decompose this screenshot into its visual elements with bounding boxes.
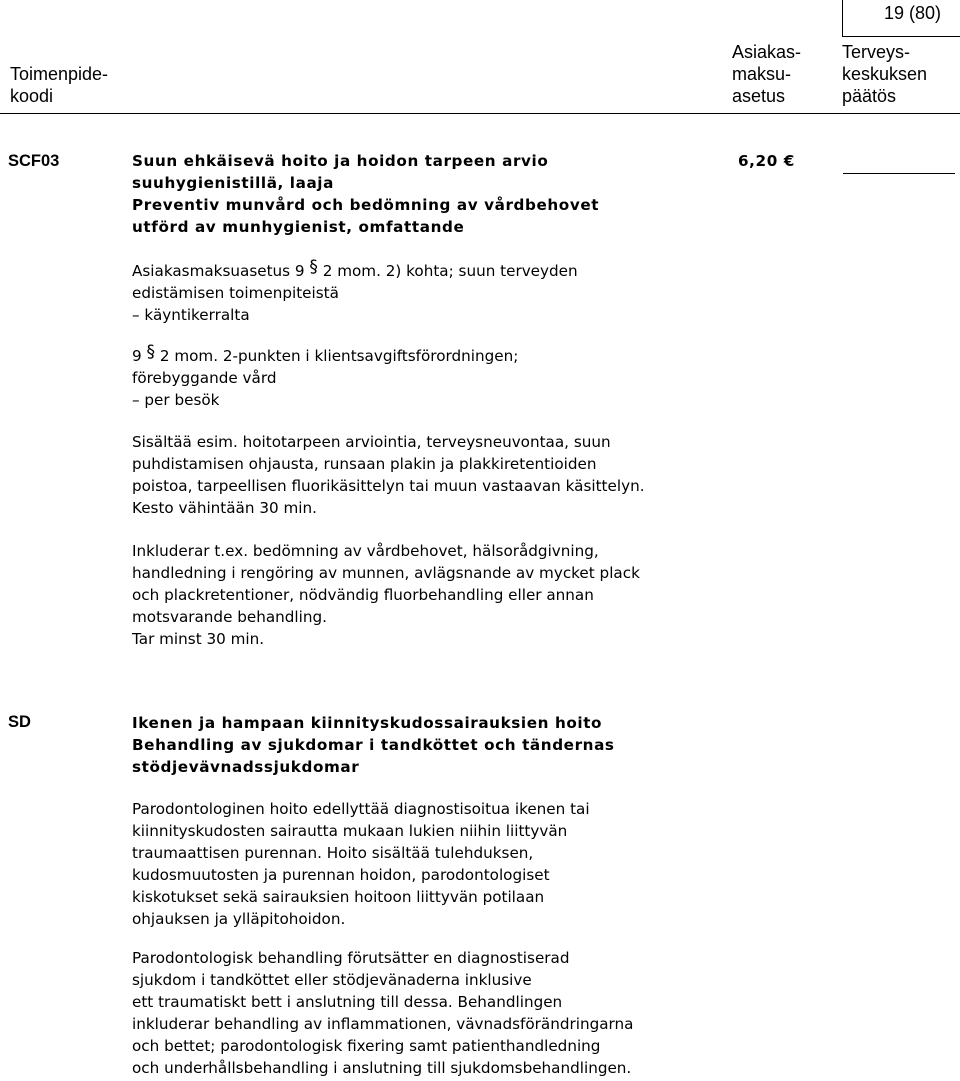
reference-line: förebyggande vård bbox=[132, 369, 277, 387]
page-number: 19 (80) bbox=[884, 3, 942, 23]
paragraph-line: Kesto vähintään 30 min. bbox=[132, 499, 317, 517]
page-number-separator bbox=[842, 0, 843, 36]
legal-reference-sv bbox=[132, 342, 519, 411]
title-line: Behandling av sjukdomar i tandköttet och tändernas bbox=[132, 736, 615, 754]
title-line: suuhygienistillä, laaja bbox=[132, 174, 334, 192]
procedure-title bbox=[132, 712, 615, 778]
section-sign-icon: § bbox=[146, 342, 155, 362]
reference-text: 2 mom. 2-punkten i klientsavgiftsförordningen; bbox=[159, 347, 519, 365]
title-line: Preventiv munvård och bedömning av vårdbehovet bbox=[132, 196, 600, 214]
title-line: Ikenen ja hampaan kiinnityskudossairauksien hoito bbox=[132, 714, 603, 732]
reference-line bbox=[132, 257, 578, 282]
paragraph-line: och underhållsbehandling i anslutning till sjukdomsbehandlingen. bbox=[132, 1059, 632, 1077]
paragraph-line: kudosmuutosten ja purennan hoidon, parodontologiset bbox=[132, 866, 550, 884]
column-header-decision bbox=[842, 41, 927, 107]
paragraph-line: motsvarande behandling. bbox=[132, 608, 327, 626]
reference-text: 2 mom. 2) kohta; suun terveyden bbox=[322, 262, 578, 280]
title-line: Suun ehkäisevä hoito ja hoidon tarpeen arvio bbox=[132, 152, 549, 170]
paragraph-line: Inkluderar t.ex. bedömning av vårdbehovet, hälsorådgivning, bbox=[132, 542, 599, 560]
paragraph-line: ett traumatiskt bett i anslutning till dessa. Behandlingen bbox=[132, 993, 563, 1011]
reference-line: – per besök bbox=[132, 391, 220, 409]
procedure-code: SCF03 bbox=[8, 152, 60, 170]
paragraph-line: och plackretentioner, nödvändig fluorbehandling eller annan bbox=[132, 586, 594, 604]
content-description-sv bbox=[132, 540, 640, 650]
title-line: utförd av munhygienist, omfattande bbox=[132, 218, 465, 236]
paragraph-line: Parodontologisk behandling förutsätter en diagnostiserad bbox=[132, 949, 570, 967]
header-line: asetus bbox=[732, 86, 786, 106]
header-line: Asiakas- bbox=[732, 42, 802, 62]
header-line: Toimenpide- bbox=[10, 64, 109, 84]
paragraph-line: handledning i rengöring av munnen, avlägsnande av mycket plack bbox=[132, 564, 640, 582]
legal-reference-fi bbox=[132, 257, 578, 326]
paragraph-line: kiskotukset sekä sairauksien hoitoon liittyvän potilaan bbox=[132, 888, 545, 906]
title-line: stödjevävnadssjukdomar bbox=[132, 758, 360, 776]
section-sign-icon: § bbox=[309, 257, 318, 277]
page-number-underline bbox=[842, 36, 960, 37]
header-line: keskuksen bbox=[842, 64, 928, 84]
header-line: maksu- bbox=[732, 64, 792, 84]
paragraph-line: Tar minst 30 min. bbox=[132, 630, 265, 648]
procedure-code: SD bbox=[8, 713, 31, 731]
paragraph-line: puhdistamisen ohjausta, runsaan plakin ja plakkiretentioiden bbox=[132, 455, 597, 473]
paragraph-line: sjukdom i tandköttet eller stödjevänaderna inklusive bbox=[132, 971, 532, 989]
header-rule bbox=[0, 113, 960, 114]
paragraph-line: inkluderar behandling av inflammationen, vävnadsförändringarna bbox=[132, 1015, 634, 1033]
reference-line bbox=[132, 342, 519, 367]
column-header-fee bbox=[732, 41, 801, 107]
paragraph-line: poistoa, tarpeellisen fluorikäsittelyn tai muun vastaavan käsittelyn. bbox=[132, 477, 645, 495]
reference-text: Asiakasmaksuasetus 9 bbox=[132, 262, 305, 280]
reference-line: – käyntikerralta bbox=[132, 306, 250, 324]
column-header-code bbox=[10, 63, 108, 107]
fee-value: 6,20 € bbox=[738, 152, 795, 170]
decision-blank-line bbox=[843, 173, 955, 174]
content-description-fi bbox=[132, 431, 645, 519]
paragraph-line: Sisältää esim. hoitotarpeen arviointia, terveysneuvontaa, suun bbox=[132, 433, 611, 451]
paragraph-line: och bettet; parodontologisk fixering samt patienthandledning bbox=[132, 1037, 601, 1055]
procedure-title bbox=[132, 150, 599, 238]
paragraph-line: traumaattisen purennan. Hoito sisältää tulehduksen, bbox=[132, 844, 534, 862]
paragraph-line: kiinnityskudosten sairautta mukaan lukien niihin liittyvän bbox=[132, 822, 568, 840]
header-line: päätös bbox=[842, 86, 897, 106]
paragraph-line: Parodontologinen hoito edellyttää diagnostisoitua ikenen tai bbox=[132, 800, 590, 818]
header-line: Terveys- bbox=[842, 42, 911, 62]
paragraph-line: ohjauksen ja ylläpitohoidon. bbox=[132, 910, 346, 928]
reference-text: 9 bbox=[132, 347, 142, 365]
reference-line: edistämisen toimenpiteistä bbox=[132, 284, 339, 302]
content-description-sv bbox=[132, 947, 633, 1079]
content-description-fi bbox=[132, 798, 590, 930]
header-line: koodi bbox=[10, 86, 54, 106]
